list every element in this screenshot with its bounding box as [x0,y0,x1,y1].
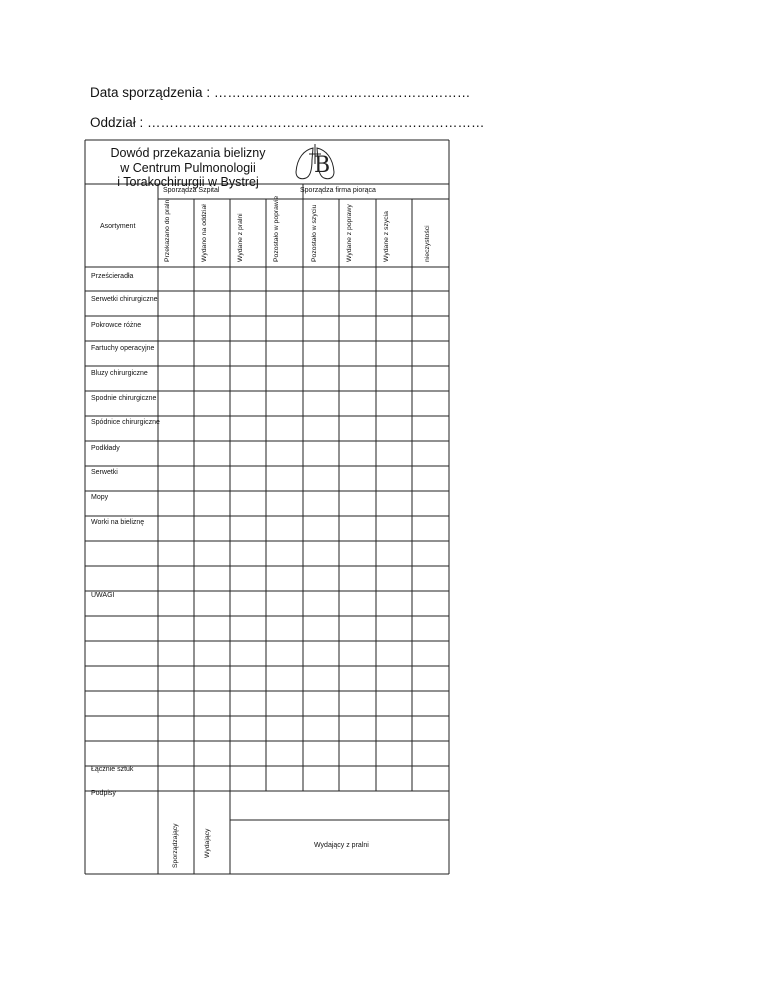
column-header-left-in-sewing: Pozostało w szyciu [311,204,318,262]
signature-laundry-label: Wydający z pralni [314,842,369,849]
row-label-laundry-bags: Worki na bieliznę [91,519,145,526]
form-title-line-1: Dowód przekazania bielizny [110,146,266,160]
row-label-surgical-trousers: Spodnie chirurgiczne [91,395,157,402]
row-label-surgical-gowns: Fartuchy operacyjne [91,345,155,352]
column-header-sent-to-laundry: Przekazano do pralni [164,198,171,262]
form-title-line-3: i Torakochirurgii w Bystrej [117,175,259,189]
row-label-underpads: Podkłady [91,445,120,452]
row-label-surgical-shirts: Bluzy chirurgiczne [91,370,148,377]
row-label-surgical-skirts: Spódnice chirurgiczne [91,419,160,426]
remarks-label: UWAGI [91,592,115,599]
svg-text:B: B [314,153,331,178]
row-label-mops: Mopy [91,494,109,501]
column-header-issued-from-laundry: Wydane z pralni [237,213,244,262]
column-header-left-in-repair: Pozostało w poprawie [273,195,280,262]
signature-issuer-label: Wydający [204,828,211,858]
row-label-bedsheets: Prześcieradła [91,273,134,280]
group-company-label: Sporządza firma piorąca [300,187,376,194]
form-title [88,146,288,190]
form-title-line-2: w Centrum Pulmonologii [120,160,256,175]
total-label: Łącznie sztuk [91,766,134,773]
group-hospital-label: Sporządza Szpital [163,187,220,194]
column-header-impurities: nieczystości [424,225,431,262]
column-header-issued-to-ward: Wydano na oddział [201,204,208,262]
row-label-covers: Pokrowce różne [91,322,142,329]
signature-preparer-label: Sporządzający [172,823,179,868]
signatures-label: Podpisy [91,790,116,797]
row-label-napkins: Serwetki [91,469,118,476]
column-header-issued-from-sewing: Wydane z szycia [383,211,390,262]
assortment-header: Asortyment [100,223,136,230]
column-header-issued-from-repair: Wydane z poprawy [346,204,353,262]
department-field-label: Oddział : ………………………………………………………………… [90,115,485,130]
row-label-surgical-napkins: Serwetki chirurgiczne [91,296,158,303]
date-field-label: Data sporządzenia : ………………………………………………… [90,85,471,100]
hospital-lungs-logo-icon [292,142,338,184]
